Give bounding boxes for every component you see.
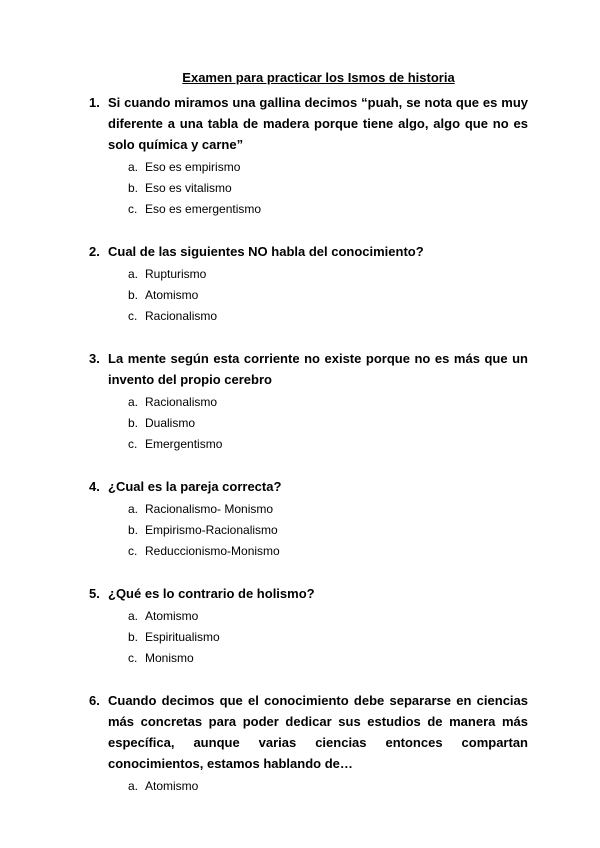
question-text-row xyxy=(89,348,528,390)
question-text: Cuando decimos que el conocimiento debe separarse en ciencias más concretas para poder dedicar sus estudios de manera más específica, aunque varias ciencias entonces compartan conocimientos, estamos hablando de… xyxy=(108,693,528,771)
question-number: 1. xyxy=(89,95,100,110)
option-item xyxy=(89,392,528,413)
option-text: Dualismo xyxy=(145,416,196,430)
option-letter: c. xyxy=(128,309,138,323)
option-letter: a. xyxy=(128,502,139,516)
option-list xyxy=(89,606,528,669)
question-6 xyxy=(89,690,528,797)
option-text: Racionalismo xyxy=(145,309,218,323)
option-item xyxy=(89,306,528,327)
option-text: Atomismo xyxy=(145,288,199,302)
option-letter: c. xyxy=(128,651,138,665)
option-list xyxy=(89,392,528,455)
question-number: 3. xyxy=(89,351,100,366)
question-2 xyxy=(89,241,528,327)
question-text-row xyxy=(89,583,528,604)
question-4 xyxy=(89,476,528,562)
option-item xyxy=(89,178,528,199)
option-item xyxy=(89,285,528,306)
option-letter: c. xyxy=(128,202,138,216)
question-text: La mente según esta corriente no existe porque no es más que un invento del propio cerebro xyxy=(108,351,528,387)
option-letter: b. xyxy=(128,181,139,195)
question-number: 4. xyxy=(89,479,100,494)
question-text-row xyxy=(89,92,528,155)
question-text-row xyxy=(89,476,528,497)
question-number: 2. xyxy=(89,244,100,259)
option-text: Monismo xyxy=(145,651,194,665)
option-text: Emergentismo xyxy=(145,437,223,451)
option-letter: b. xyxy=(128,523,139,537)
option-text: Espiritualismo xyxy=(145,630,220,644)
option-text: Reduccionismo-Monismo xyxy=(145,544,280,558)
question-text-row xyxy=(89,690,528,774)
option-text: Eso es vitalismo xyxy=(145,181,232,195)
option-item xyxy=(89,776,528,797)
question-5 xyxy=(89,583,528,669)
option-text: Atomismo xyxy=(145,779,199,793)
option-letter: b. xyxy=(128,416,139,430)
option-letter: a. xyxy=(128,267,139,281)
question-text-row xyxy=(89,241,528,262)
option-list xyxy=(89,157,528,220)
option-letter: a. xyxy=(128,160,139,174)
option-letter: a. xyxy=(128,395,139,409)
option-letter: b. xyxy=(128,630,139,644)
option-text: Rupturismo xyxy=(145,267,207,281)
option-letter: a. xyxy=(128,779,139,793)
option-letter: c. xyxy=(128,437,138,451)
option-item xyxy=(89,627,528,648)
option-item xyxy=(89,413,528,434)
question-text: Si cuando miramos una gallina decimos “puah, se nota que es muy diferente a una tabla de madera porque tiene algo, algo que no es solo química y carne” xyxy=(108,95,528,152)
option-text: Racionalismo- Monismo xyxy=(145,502,274,516)
option-list xyxy=(89,264,528,327)
option-item xyxy=(89,541,528,562)
option-text: Eso es empirismo xyxy=(145,160,241,174)
option-list xyxy=(89,776,528,797)
option-text: Empirismo-Racionalismo xyxy=(145,523,278,537)
option-text: Atomismo xyxy=(145,609,199,623)
question-text: ¿Qué es lo contrario de holismo? xyxy=(108,586,315,601)
option-item xyxy=(89,434,528,455)
question-3 xyxy=(89,348,528,455)
question-list xyxy=(89,92,528,797)
question-number: 6. xyxy=(89,693,100,708)
option-item xyxy=(89,648,528,669)
option-item xyxy=(89,520,528,541)
option-item xyxy=(89,606,528,627)
option-list xyxy=(89,499,528,562)
option-text: Racionalismo xyxy=(145,395,218,409)
document-title: Examen para practicar los Ismos de historia xyxy=(182,70,455,85)
question-1 xyxy=(89,92,528,220)
question-number: 5. xyxy=(89,586,100,601)
option-item xyxy=(89,499,528,520)
question-text: ¿Cual es la pareja correcta? xyxy=(108,479,282,494)
option-item xyxy=(89,199,528,220)
option-letter: a. xyxy=(128,609,139,623)
option-letter: c. xyxy=(128,544,138,558)
option-letter: b. xyxy=(128,288,139,302)
question-text: Cual de las siguientes NO habla del conocimiento? xyxy=(108,244,424,259)
option-item xyxy=(89,157,528,178)
option-text: Eso es emergentismo xyxy=(145,202,262,216)
option-item xyxy=(89,264,528,285)
